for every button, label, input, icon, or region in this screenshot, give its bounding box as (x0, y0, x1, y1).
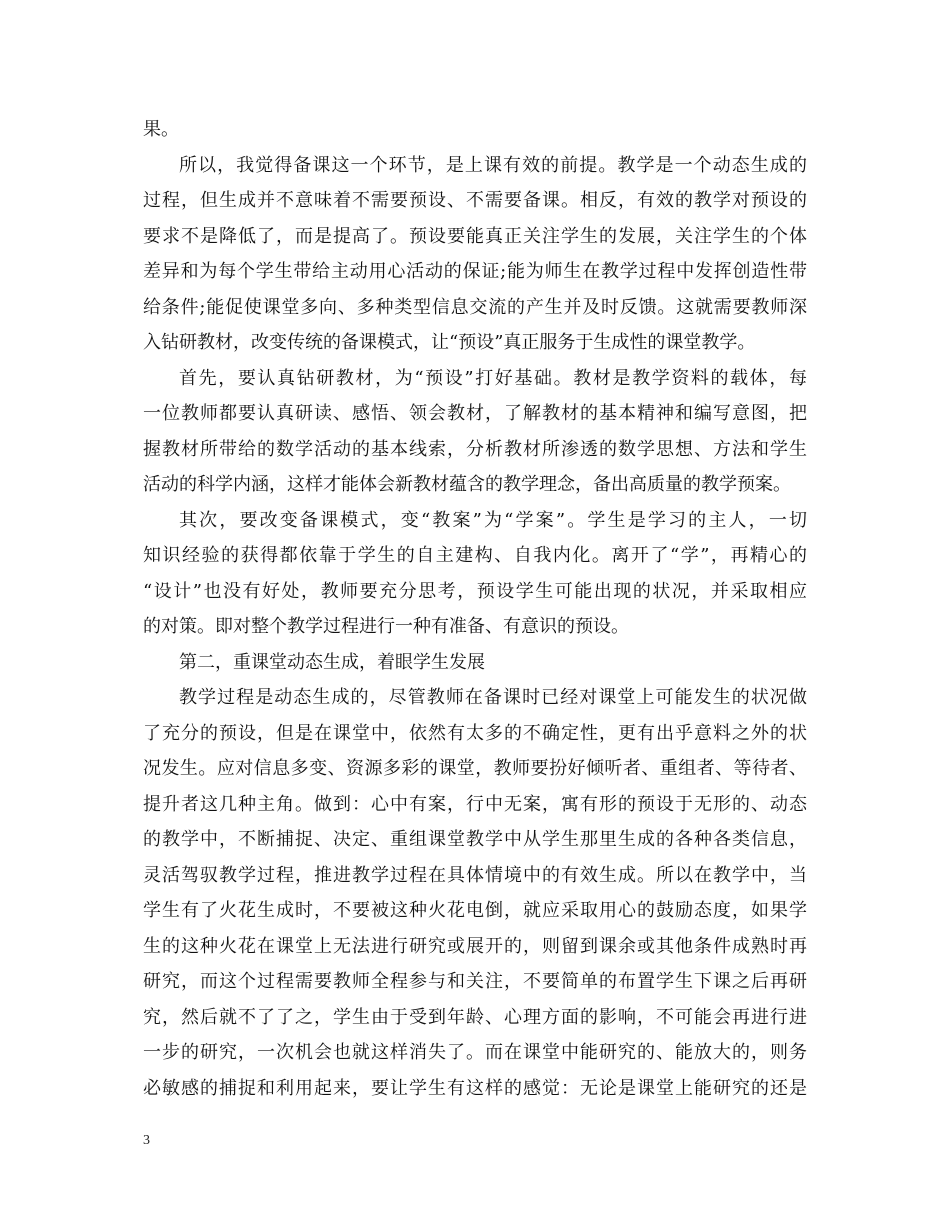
text-line: 其次，要改变备课模式，变“教案”为“学案”。学生是学习的主人，一切 (179, 509, 807, 531)
text-line: 的对策。即对整个教学过程进行一种有准备、有意识的预设。 (143, 616, 629, 637)
text-line: 究，然后就不了了之，学生由于受到年龄、心理方面的影响，不可能会再进行进 (143, 1006, 807, 1028)
text-line: 入钻研教材，改变传统的备课模式，让“预设”真正服务于生成性的课堂教学。 (143, 332, 756, 353)
text-line: 必敏感的捕捉和利用起来，要让学生有这样的感觉：无论是课堂上能研究的还是 (143, 1077, 807, 1099)
text-line: 教学过程是动态生成的，尽管教师在备课时已经对课堂上可能发生的状况做 (179, 687, 807, 708)
body-text (143, 112, 807, 1106)
text-line: 要求不是降低了，而是提高了。预设要能真正关注学生的发展，关注学生的个体 (143, 225, 807, 247)
text-line: 生的这种火花在课堂上无法进行研究或展开的，则留到课余或其他条件成熟时再 (143, 935, 807, 957)
text-line: 的教学中，不断捕捉、决定、重组课堂教学中从学生那里生成的各种各类信息， (143, 829, 807, 850)
text-line: 过程，但生成并不意味着不需要预设、不需要备课。相反，有效的教学对预设的 (143, 190, 807, 211)
text-line: 学生有了火花生成时，不要被这种火花电倒，就应采取用心的鼓励态度，如果学 (143, 900, 807, 921)
text-line: “设计”也没有好处，教师要充分思考，预设学生可能出现的状况，并采取相应 (143, 580, 807, 602)
text-line: 研究，而这个过程需要教师全程参与和关注，不要简单的布置学生下课之后再研 (143, 971, 807, 992)
text-line: 知识经验的获得都依靠于学生的自主建构、自我内化。离开了“学”，再精心的 (143, 545, 807, 566)
page-number: 3 (143, 1133, 150, 1148)
text-line: 活动的科学内涵，这样才能体会新教材蕴含的教学理念，备出高质量的教学预案。 (143, 474, 791, 495)
text-line: 果。 (143, 119, 179, 140)
text-line: 首先，要认真钻研教材，为“预设”打好基础。教材是教学资料的载体，每 (179, 367, 807, 389)
text-line: 了充分的预设，但是在课堂中，依然有太多的不确定性，更有出乎意料之外的状 (143, 722, 807, 744)
text-line: 提升者这几种主角。做到：心中有案，行中无案，寓有形的预设于无形的、动态 (143, 793, 807, 815)
text-line: 灵活驾驭教学过程，推进教学过程在具体情境中的有效生成。所以在教学中，当 (143, 864, 807, 886)
text-line: 握教材所带给的数学活动的基本线索，分析教材所渗透的数学思想、方法和学生 (143, 438, 807, 460)
text-line: 第二，重课堂动态生成，着眼学生发展 (179, 651, 485, 673)
text-line: 一步的研究，一次机会也就这样消失了。而在课堂中能研究的、能放大的，则务 (143, 1042, 807, 1063)
text-line: 给条件;能促使课堂多向、多种类型信息交流的产生并及时反馈。这就需要教师深 (143, 296, 807, 318)
text-line: 况发生。应对信息多变、资源多彩的课堂，教师要扮好倾听者、重组者、等待者、 (143, 758, 807, 779)
text-line: 差异和为每个学生带给主动用心活动的保证;能为师生在教学过程中发挥创造性带 (143, 261, 807, 282)
text-line: 一位教师都要认真研读、感悟、领会教材，了解教材的基本精神和编写意图，把 (143, 403, 807, 424)
text-line: 所以，我觉得备课这一个环节，是上课有效的前提。教学是一个动态生成的 (179, 154, 807, 176)
